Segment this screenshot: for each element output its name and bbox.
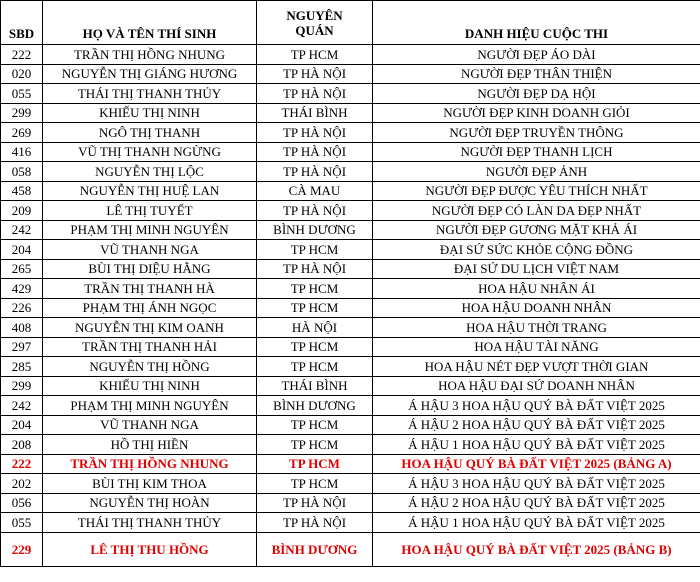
cell-name: NGUYỄN THỊ KIM OANH <box>43 318 257 338</box>
cell-sbd: 229 <box>1 532 43 566</box>
cell-origin: TP HÀ NỘI <box>257 513 373 533</box>
cell-origin: TP HÀ NỘI <box>257 201 373 221</box>
cell-origin: TP HÀ NỘI <box>257 162 373 182</box>
table-row <box>1 454 700 474</box>
header-origin-line1: NGUYÊN <box>286 7 343 23</box>
cell-title: NGƯỜI ĐẸP KINH DOANH GIỎI <box>373 103 700 123</box>
table-row <box>1 357 700 377</box>
cell-title: HOA HẬU THỜI TRANG <box>373 318 700 338</box>
table-row <box>1 240 700 260</box>
table-row <box>1 298 700 318</box>
cell-sbd: 208 <box>1 435 43 455</box>
cell-name: KHIẾU THỊ NINH <box>43 376 257 396</box>
cell-name: VŨ THỊ THANH NGỪNG <box>43 142 257 162</box>
cell-title: HOA HẬU ĐẠI SỨ DOANH NHÂN <box>373 376 700 396</box>
cell-sbd: 226 <box>1 298 43 318</box>
cell-origin: TP HCM <box>257 45 373 65</box>
table-row <box>1 162 700 182</box>
cell-name: NGUYỄN THỊ HUỆ LAN <box>43 181 257 201</box>
cell-title: ĐẠI SỨ SỨC KHỎE CỘNG ĐỒNG <box>373 240 700 260</box>
cell-title: NGƯỜI ĐẸP ẢNH <box>373 162 700 182</box>
cell-title: Á HẬU 1 HOA HẬU QUÝ BÀ ĐẤT VIỆT 2025 <box>373 513 700 533</box>
table-row <box>1 181 700 201</box>
cell-sbd: 297 <box>1 337 43 357</box>
cell-origin: CÀ MAU <box>257 181 373 201</box>
cell-origin: TP HCM <box>257 279 373 299</box>
cell-origin: TP HCM <box>257 415 373 435</box>
cell-name: THÁI THỊ THANH THỦY <box>43 84 257 104</box>
cell-name: NGUYỄN THỊ LỘC <box>43 162 257 182</box>
header-name: HỌ VÀ TÊN THÍ SINH <box>43 1 257 45</box>
cell-name: NGUYỄN THỊ HỒNG <box>43 357 257 377</box>
cell-origin: TP HÀ NỘI <box>257 493 373 513</box>
cell-title: NGƯỜI ĐẸP TRUYỀN THÔNG <box>373 123 700 143</box>
cell-origin: TP HÀ NỘI <box>257 84 373 104</box>
cell-name: TRẦN THỊ HỒNG NHUNG <box>43 45 257 65</box>
table-row <box>1 493 700 513</box>
table-row <box>1 259 700 279</box>
cell-name: NGUYỄN THỊ HOÀN <box>43 493 257 513</box>
cell-name: TRẦN THỊ HỒNG NHUNG <box>43 454 257 474</box>
cell-origin: TP HCM <box>257 337 373 357</box>
cell-origin: BÌNH DƯƠNG <box>257 532 373 566</box>
cell-name: TRẦN THỊ THANH HẢI <box>43 337 257 357</box>
cell-title: HOA HẬU QUÝ BÀ ĐẤT VIỆT 2025 (BẢNG B) <box>373 532 700 566</box>
cell-origin: TP HÀ NỘI <box>257 123 373 143</box>
cell-name: NGUYỄN THỊ GIÁNG HƯƠNG <box>43 64 257 84</box>
table-row <box>1 279 700 299</box>
cell-sbd: 020 <box>1 64 43 84</box>
cell-sbd: 242 <box>1 220 43 240</box>
cell-name: VŨ THANH NGA <box>43 415 257 435</box>
cell-sbd: 055 <box>1 84 43 104</box>
table-row <box>1 142 700 162</box>
cell-name: PHẠM THỊ MINH NGUYÊN <box>43 220 257 240</box>
cell-sbd: 222 <box>1 454 43 474</box>
cell-origin: TP HÀ NỘI <box>257 259 373 279</box>
cell-name: LÊ THỊ THU HỒNG <box>43 532 257 566</box>
cell-sbd: 204 <box>1 240 43 260</box>
cell-name: BÙI THỊ DIỆU HẰNG <box>43 259 257 279</box>
cell-origin: TP HÀ NỘI <box>257 142 373 162</box>
cell-sbd: 204 <box>1 415 43 435</box>
cell-origin: BÌNH DƯƠNG <box>257 396 373 416</box>
cell-origin: HÀ NỘI <box>257 318 373 338</box>
cell-title: NGƯỜI ĐẸP THANH LỊCH <box>373 142 700 162</box>
cell-sbd: 242 <box>1 396 43 416</box>
cell-origin: TP HCM <box>257 240 373 260</box>
table-row <box>1 64 700 84</box>
cell-title: Á HẬU 1 HOA HẬU QUÝ BÀ ĐẤT VIỆT 2025 <box>373 435 700 455</box>
cell-title: NGƯỜI ĐẸP ÁO DÀI <box>373 45 700 65</box>
cell-title: HOA HẬU NÉT ĐẸP VƯỢT THỜI GIAN <box>373 357 700 377</box>
table-body <box>1 45 700 567</box>
cell-sbd: 202 <box>1 474 43 494</box>
cell-name: BÙI THỊ KIM THOA <box>43 474 257 494</box>
cell-title: HOA HẬU DOANH NHÂN <box>373 298 700 318</box>
cell-name: PHẠM THỊ MINH NGUYÊN <box>43 396 257 416</box>
table-row <box>1 474 700 494</box>
cell-name: TRẦN THỊ THANH HÀ <box>43 279 257 299</box>
cell-name: HỒ THỊ HIỀN <box>43 435 257 455</box>
table-row <box>1 45 700 65</box>
cell-title: Á HẬU 2 HOA HẬU QUÝ BÀ ĐẤT VIỆT 2025 <box>373 415 700 435</box>
cell-sbd: 269 <box>1 123 43 143</box>
table-row <box>1 103 700 123</box>
header-origin-line2: QUÁN <box>295 22 334 38</box>
cell-title: ĐẠI SỨ DU LỊCH VIỆT NAM <box>373 259 700 279</box>
cell-origin: TP HÀ NỘI <box>257 64 373 84</box>
table-row <box>1 201 700 221</box>
cell-origin: BÌNH DƯƠNG <box>257 220 373 240</box>
cell-title: HOA HẬU QUÝ BÀ ĐẤT VIỆT 2025 (BẢNG A) <box>373 454 700 474</box>
cell-origin: TP HCM <box>257 474 373 494</box>
cell-sbd: 299 <box>1 103 43 123</box>
cell-sbd: 222 <box>1 45 43 65</box>
cell-name: THÁI THỊ THANH THỦY <box>43 513 257 533</box>
cell-title: NGƯỜI ĐẸP DẠ HỘI <box>373 84 700 104</box>
header-title: DANH HIỆU CUỘC THI <box>373 1 700 45</box>
cell-sbd: 056 <box>1 493 43 513</box>
header-sbd: SBD <box>1 1 43 45</box>
header-origin <box>257 1 373 45</box>
cell-origin: TP HCM <box>257 454 373 474</box>
table-row <box>1 513 700 533</box>
table-row <box>1 396 700 416</box>
cell-title: NGƯỜI ĐẸP THÂN THIỆN <box>373 64 700 84</box>
cell-sbd: 285 <box>1 357 43 377</box>
table-row <box>1 376 700 396</box>
cell-sbd: 209 <box>1 201 43 221</box>
cell-sbd: 429 <box>1 279 43 299</box>
cell-sbd: 408 <box>1 318 43 338</box>
cell-name: KHIẾU THỊ NINH <box>43 103 257 123</box>
table-row <box>1 318 700 338</box>
cell-name: PHẠM THỊ ÁNH NGỌC <box>43 298 257 318</box>
cell-name: NGÔ THỊ THANH <box>43 123 257 143</box>
table-row <box>1 435 700 455</box>
cell-origin: TP HCM <box>257 357 373 377</box>
cell-origin: TP HCM <box>257 435 373 455</box>
cell-sbd: 058 <box>1 162 43 182</box>
cell-sbd: 265 <box>1 259 43 279</box>
cell-title: NGƯỜI ĐẸP ĐƯỢC YÊU THÍCH NHẤT <box>373 181 700 201</box>
table-row <box>1 532 700 566</box>
cell-origin: TP HCM <box>257 298 373 318</box>
cell-sbd: 416 <box>1 142 43 162</box>
cell-title: HOA HẬU TÀI NĂNG <box>373 337 700 357</box>
cell-sbd: 055 <box>1 513 43 533</box>
header-row <box>1 1 700 45</box>
table-row <box>1 337 700 357</box>
cell-origin: THÁI BÌNH <box>257 376 373 396</box>
table-row <box>1 84 700 104</box>
cell-title: Á HẬU 3 HOA HẬU QUÝ BÀ ĐẤT VIỆT 2025 <box>373 474 700 494</box>
cell-title: Á HẬU 3 HOA HẬU QUÝ BÀ ĐẤT VIỆT 2025 <box>373 396 700 416</box>
cell-title: HOA HẬU NHÂN ÁI <box>373 279 700 299</box>
table-row <box>1 415 700 435</box>
cell-name: VŨ THANH NGA <box>43 240 257 260</box>
cell-title: Á HẬU 2 HOA HẬU QUÝ BÀ ĐẤT VIỆT 2025 <box>373 493 700 513</box>
table-row <box>1 220 700 240</box>
cell-sbd: 299 <box>1 376 43 396</box>
cell-sbd: 458 <box>1 181 43 201</box>
table-row <box>1 123 700 143</box>
table-header <box>1 1 700 45</box>
cell-title: NGƯỜI ĐẸP GƯƠNG MẶT KHẢ ÁI <box>373 220 700 240</box>
cell-name: LÊ THỊ TUYẾT <box>43 201 257 221</box>
cell-origin: THÁI BÌNH <box>257 103 373 123</box>
cell-title: NGƯỜI ĐẸP CÓ LÀN DA ĐẸP NHẤT <box>373 201 700 221</box>
